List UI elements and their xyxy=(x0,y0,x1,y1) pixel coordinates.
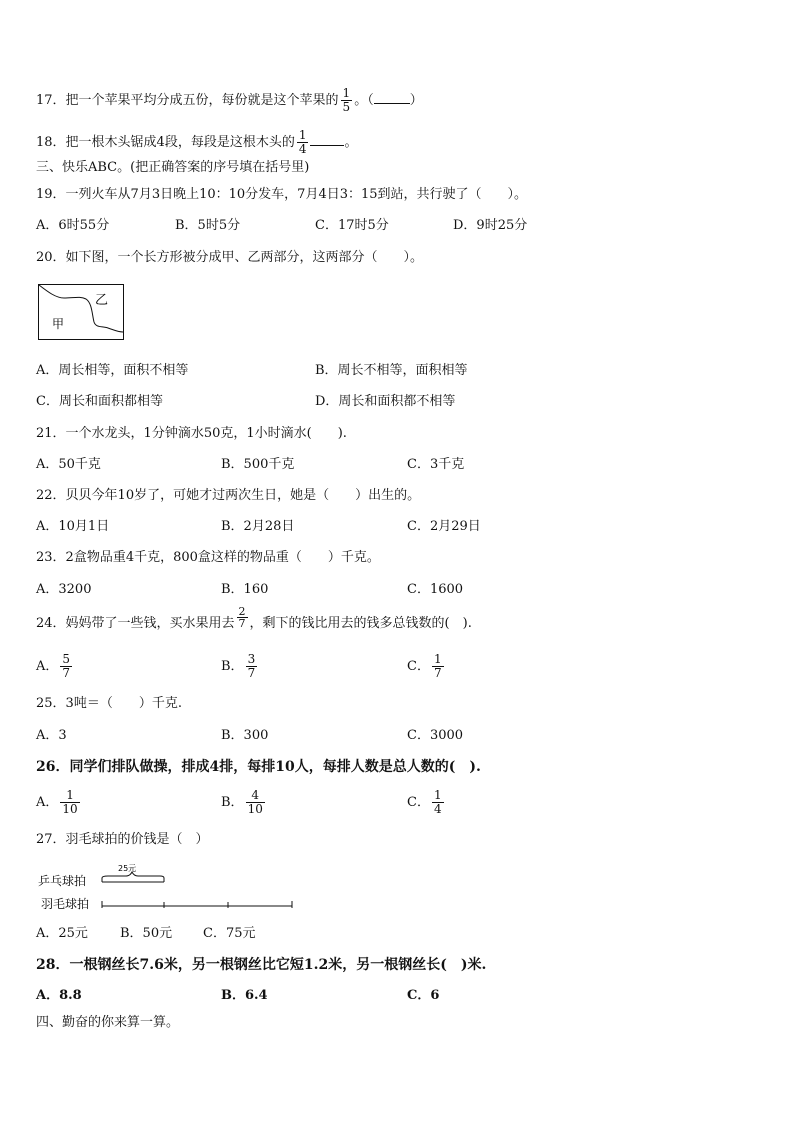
question-17: 17．把一个苹果平均分成五份，每份就是这个苹果的 $\frac{1}{5}$ 。（ ） xyxy=(36,86,423,114)
q21-option-b[interactable]: B．500千克 xyxy=(221,457,295,472)
pingpong-label: 乒乓球拍 xyxy=(38,874,87,888)
question-20: 20．如下图，一个长方形被分成甲、乙两部分，这两部分（ ）。 xyxy=(36,250,424,265)
answer-blank[interactable] xyxy=(310,145,344,146)
q22-option-a[interactable]: A．10月1日 xyxy=(36,519,110,534)
fraction: $\frac{1}{4}$ xyxy=(433,788,442,816)
question-25: 25．3吨＝（ ）千克. xyxy=(36,696,182,711)
question-28: 28．一根钢丝长7.6米，另一根钢丝比它短1.2米，另一根钢丝长( )米. xyxy=(36,957,487,973)
question-21: 21．一个水龙头，1分钟滴水50克，1小时滴水( ). xyxy=(36,426,347,441)
q25-option-b[interactable]: B．300 xyxy=(221,728,269,743)
label-jia: 甲 xyxy=(52,317,65,331)
q27-option-b[interactable]: B．50元 xyxy=(120,926,173,941)
q27-option-c[interactable]: C．75元 xyxy=(203,926,256,941)
q26-option-b[interactable]: B． $\frac{4}{10}$ xyxy=(221,788,263,816)
divided-rectangle-figure xyxy=(38,284,124,340)
question-22: 22．贝贝今年10岁了，可她才过两次生日，她是（ ）出生的。 xyxy=(36,488,421,503)
q19-option-d[interactable]: D．9时25分 xyxy=(453,218,528,233)
q20-option-b[interactable]: B．周长不相等，面积相等 xyxy=(315,363,468,378)
fraction-one-fifth: $\frac{1}{5}$ xyxy=(342,86,351,114)
question-24: 24．妈妈带了一些钱，买水果用去 $\frac{2}{7}$ ，剩下的钱比用去的钱多总钱数的( ). xyxy=(36,605,472,631)
q28-option-c[interactable]: C．6 xyxy=(407,988,440,1003)
fraction: $\frac{1}{7}$ xyxy=(433,652,442,680)
q23-option-b[interactable]: B．160 xyxy=(221,582,269,597)
q19-option-b[interactable]: B．5时5分 xyxy=(175,218,241,233)
q27-option-a[interactable]: A．25元 xyxy=(36,926,88,941)
q24-option-a[interactable]: A． $\frac{5}{7}$ xyxy=(36,652,71,680)
q24-option-c[interactable]: C． $\frac{1}{7}$ xyxy=(407,652,442,680)
answer-blank[interactable] xyxy=(374,103,410,104)
fraction-one-quarter: $\frac{1}{4}$ xyxy=(298,128,307,156)
price-bar-diagram xyxy=(36,858,306,916)
q19-option-a[interactable]: A．6时55分 xyxy=(36,218,110,233)
badminton-label: 羽毛球拍 xyxy=(41,897,90,911)
q23-option-a[interactable]: A．3200 xyxy=(36,582,92,597)
q28-option-b[interactable]: B．6.4 xyxy=(221,988,268,1003)
q22-option-c[interactable]: C．2月29日 xyxy=(407,519,481,534)
question-19: 19．一列火车从7月3日晚上10：10分发车，7月4日3：15到站，共行驶了（ ）。 xyxy=(36,187,528,202)
q25-option-a[interactable]: A．3 xyxy=(36,728,67,743)
question-23: 23．2盒物品重4千克，800盒这样的物品重（ ）千克。 xyxy=(36,550,380,565)
section-3-heading: 三、快乐ABC。(把正确答案的序号填在括号里) xyxy=(36,160,310,175)
q20-option-a[interactable]: A．周长相等，面积不相等 xyxy=(36,363,189,378)
q26-option-a[interactable]: A． $\frac{1}{10}$ xyxy=(36,788,78,816)
q22-option-b[interactable]: B．2月28日 xyxy=(221,519,295,534)
price-label: 25元 xyxy=(118,864,137,873)
question-26: 26．同学们排队做操，排成4排，每排10人，每排人数是总人数的( ). xyxy=(36,759,481,775)
q19-option-c[interactable]: C．17时5分 xyxy=(315,218,389,233)
fraction: $\frac{5}{7}$ xyxy=(62,652,71,680)
section-4-heading: 四、勤奋的你来算一算。 xyxy=(36,1015,180,1030)
question-18: 18．把一根木头锯成4段，每段是这根木头的 $\frac{1}{4}$ 。 xyxy=(36,128,358,156)
fraction: $\frac{3}{7}$ xyxy=(247,652,256,680)
question-27: 27．羽毛球拍的价钱是（ ） xyxy=(36,832,209,847)
fraction: $\frac{1}{10}$ xyxy=(62,788,78,816)
q24-option-b[interactable]: B． $\frac{3}{7}$ xyxy=(221,652,256,680)
fraction-two-sevenths: $\frac{2}{7}$ xyxy=(238,605,246,630)
q23-option-c[interactable]: C．1600 xyxy=(407,582,464,597)
q21-option-c[interactable]: C．3千克 xyxy=(407,457,465,472)
q20-option-c[interactable]: C．周长和面积都相等 xyxy=(36,394,163,409)
q25-option-c[interactable]: C．3000 xyxy=(407,728,464,743)
q21-option-a[interactable]: A．50千克 xyxy=(36,457,101,472)
q26-option-c[interactable]: C． $\frac{1}{4}$ xyxy=(407,788,442,816)
q28-option-a[interactable]: A．8.8 xyxy=(36,988,82,1003)
label-yi: 乙 xyxy=(95,293,109,308)
q20-option-d[interactable]: D．周长和面积都不相等 xyxy=(315,394,456,409)
fraction: $\frac{4}{10}$ xyxy=(247,788,263,816)
